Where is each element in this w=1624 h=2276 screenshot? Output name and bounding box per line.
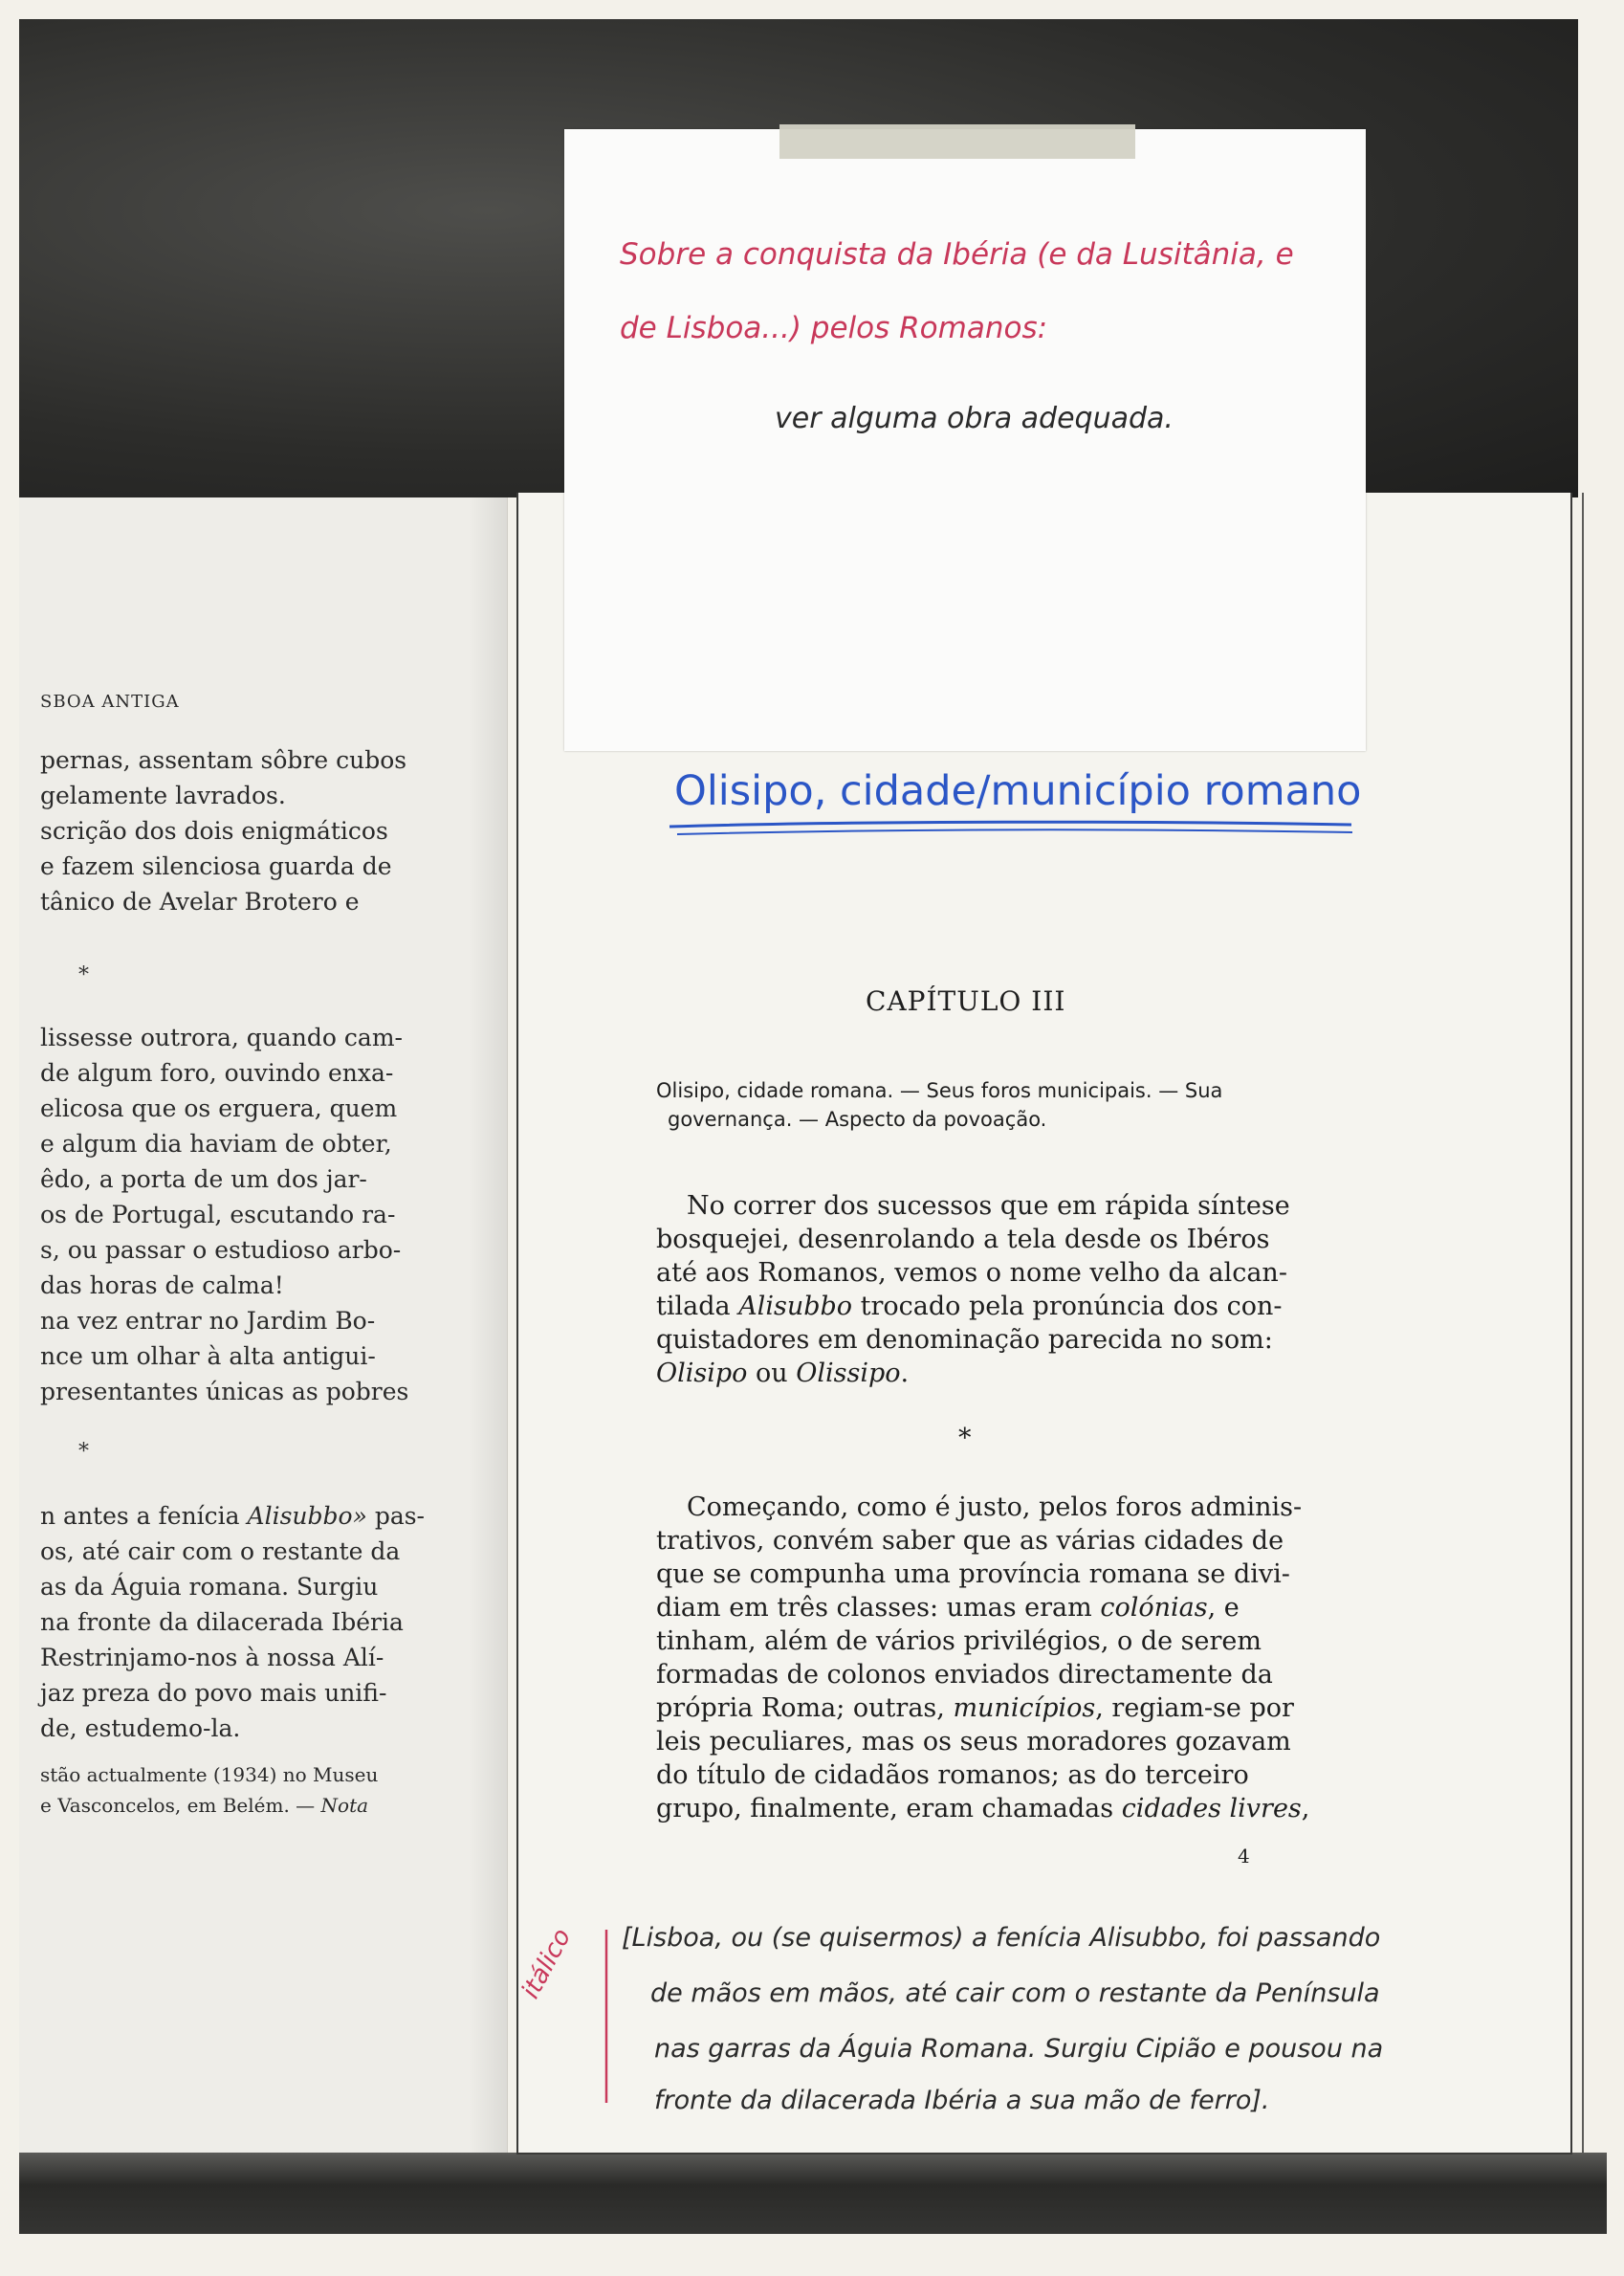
body-line: bosquejei, desenrolando a tela desde os Ibéros <box>656 1225 1270 1254</box>
left-page-footnote: stão actualmente (1934) no Museu <box>40 1763 379 1786</box>
chapter-title: CAPÍTULO III <box>866 985 1066 1017</box>
note-line: de Lisboa...) pelos Romanos: <box>620 311 1048 345</box>
margin-annotation-bar <box>601 1928 612 2105</box>
body-line: Começando, como é justo, pelos foros adminis- <box>687 1492 1303 1522</box>
left-page-line: os de Portugal, escutando ra- <box>40 1201 396 1228</box>
section-separator-star: * <box>958 1424 972 1453</box>
left-page-line: lissesse outrora, quando cam- <box>40 1024 403 1051</box>
body-line: formadas de colonos enviados directamente da <box>656 1660 1273 1690</box>
body-line: No correr dos sucessos que em rápida síntese <box>687 1191 1290 1221</box>
body-line: grupo, finalmente, eram chamadas cidades livres, <box>656 1794 1310 1823</box>
page-number: 4 <box>1238 1845 1250 1867</box>
left-page-line: elicosa que os erguera, quem <box>40 1094 398 1122</box>
body-line: até aos Romanos, vemos o nome velho da alcan- <box>656 1258 1287 1288</box>
left-page-line: e algum dia haviam de obter, <box>40 1130 392 1158</box>
left-page-line: de, estudemo-la. <box>40 1714 241 1742</box>
section-separator-star: * <box>78 963 89 987</box>
left-page-footnote: e Vasconcelos, em Belém. — Nota <box>40 1794 369 1817</box>
left-page-line: as da Águia romana. Surgiu <box>40 1573 379 1601</box>
note-line: ver alguma obra adequada. <box>775 402 1174 435</box>
handwritten-note-line: fronte da dilacerada Ibéria a sua mão de ferro]. <box>654 2086 1270 2115</box>
body-line: tinham, além de vários privilégios, o de serem <box>656 1626 1262 1656</box>
body-line: leis peculiares, mas os seus moradores gozavam <box>656 1727 1291 1757</box>
adhesive-tape <box>779 124 1135 159</box>
handwritten-note-line: de mãos em mãos, até cair com o restante da Península <box>650 1978 1380 2008</box>
body-line: própria Roma; outras, municípios, regiam-se por <box>656 1693 1294 1723</box>
left-page-line: os, até cair com o restante da <box>40 1537 401 1565</box>
margin-annotation: itálico <box>516 1924 578 2004</box>
body-line: trativos, convém saber que as várias cidades de <box>656 1526 1284 1556</box>
left-page-line: na vez entrar no Jardim Bo- <box>40 1307 376 1335</box>
body-line: Olisipo ou Olissipo. <box>656 1359 910 1388</box>
left-page-line: n antes a fenícia Alisubbo» pas- <box>40 1502 426 1530</box>
left-page-line: gelamente lavrados. <box>40 782 286 809</box>
body-line: do título de cidadãos romanos; as do terceiro <box>656 1760 1249 1790</box>
left-page-line: nce um olhar à alta antigui- <box>40 1342 376 1370</box>
handwritten-heading: Olisipo, cidade/município romano <box>674 767 1362 815</box>
body-line: que se compunha uma província romana se divi- <box>656 1559 1290 1589</box>
left-page-line: de algum foro, ouvindo enxa- <box>40 1059 394 1087</box>
left-page-line: tânico de Avelar Brotero e <box>40 888 360 916</box>
left-page-line: e fazem silenciosa guarda de <box>40 852 392 880</box>
handwritten-note-slip <box>564 129 1366 751</box>
left-book-page <box>19 497 508 2153</box>
body-line: quistadores em denominação parecida no som: <box>656 1325 1273 1355</box>
dark-photocopy-background-bottom <box>19 2153 1607 2234</box>
handwritten-note-line: [Lisboa, ou (se quisermos) a fenícia Alisubbo, foi passando <box>622 1923 1381 1953</box>
left-page-line: êdo, a porta de um dos jar- <box>40 1165 367 1193</box>
left-page-line: s, ou passar o estudioso arbo- <box>40 1236 402 1264</box>
chapter-summary: governança. — Aspecto da povoação. <box>668 1108 1047 1131</box>
left-page-line: pernas, assentam sôbre cubos <box>40 746 407 774</box>
section-separator-star: * <box>78 1440 89 1464</box>
heading-underline <box>668 815 1356 844</box>
body-line: diam em três classes: umas eram colónias, e <box>656 1593 1240 1623</box>
left-page-line: scrição dos dois enigmáticos <box>40 817 388 845</box>
note-line: Sobre a conquista da Ibéria (e da Lusitânia, e <box>620 237 1294 272</box>
chapter-summary: Olisipo, cidade romana. — Seus foros municipais. — Sua <box>656 1079 1223 1102</box>
left-page-line: presentantes únicas as pobres <box>40 1378 409 1405</box>
body-line: tilada Alisubbo trocado pela pronúncia dos con- <box>656 1292 1283 1321</box>
left-page-line: das horas de calma! <box>40 1271 284 1299</box>
left-page-running-header: SBOA ANTIGA <box>40 692 180 712</box>
left-page-line: na fronte da dilacerada Ibéria <box>40 1608 404 1636</box>
handwritten-note-line: nas garras da Águia Romana. Surgiu Cipião e pousou na <box>654 2034 1384 2064</box>
left-page-line: jaz preza do povo mais unifi- <box>40 1679 387 1707</box>
left-page-line: Restrinjamo-nos à nossa Alí- <box>40 1644 384 1671</box>
